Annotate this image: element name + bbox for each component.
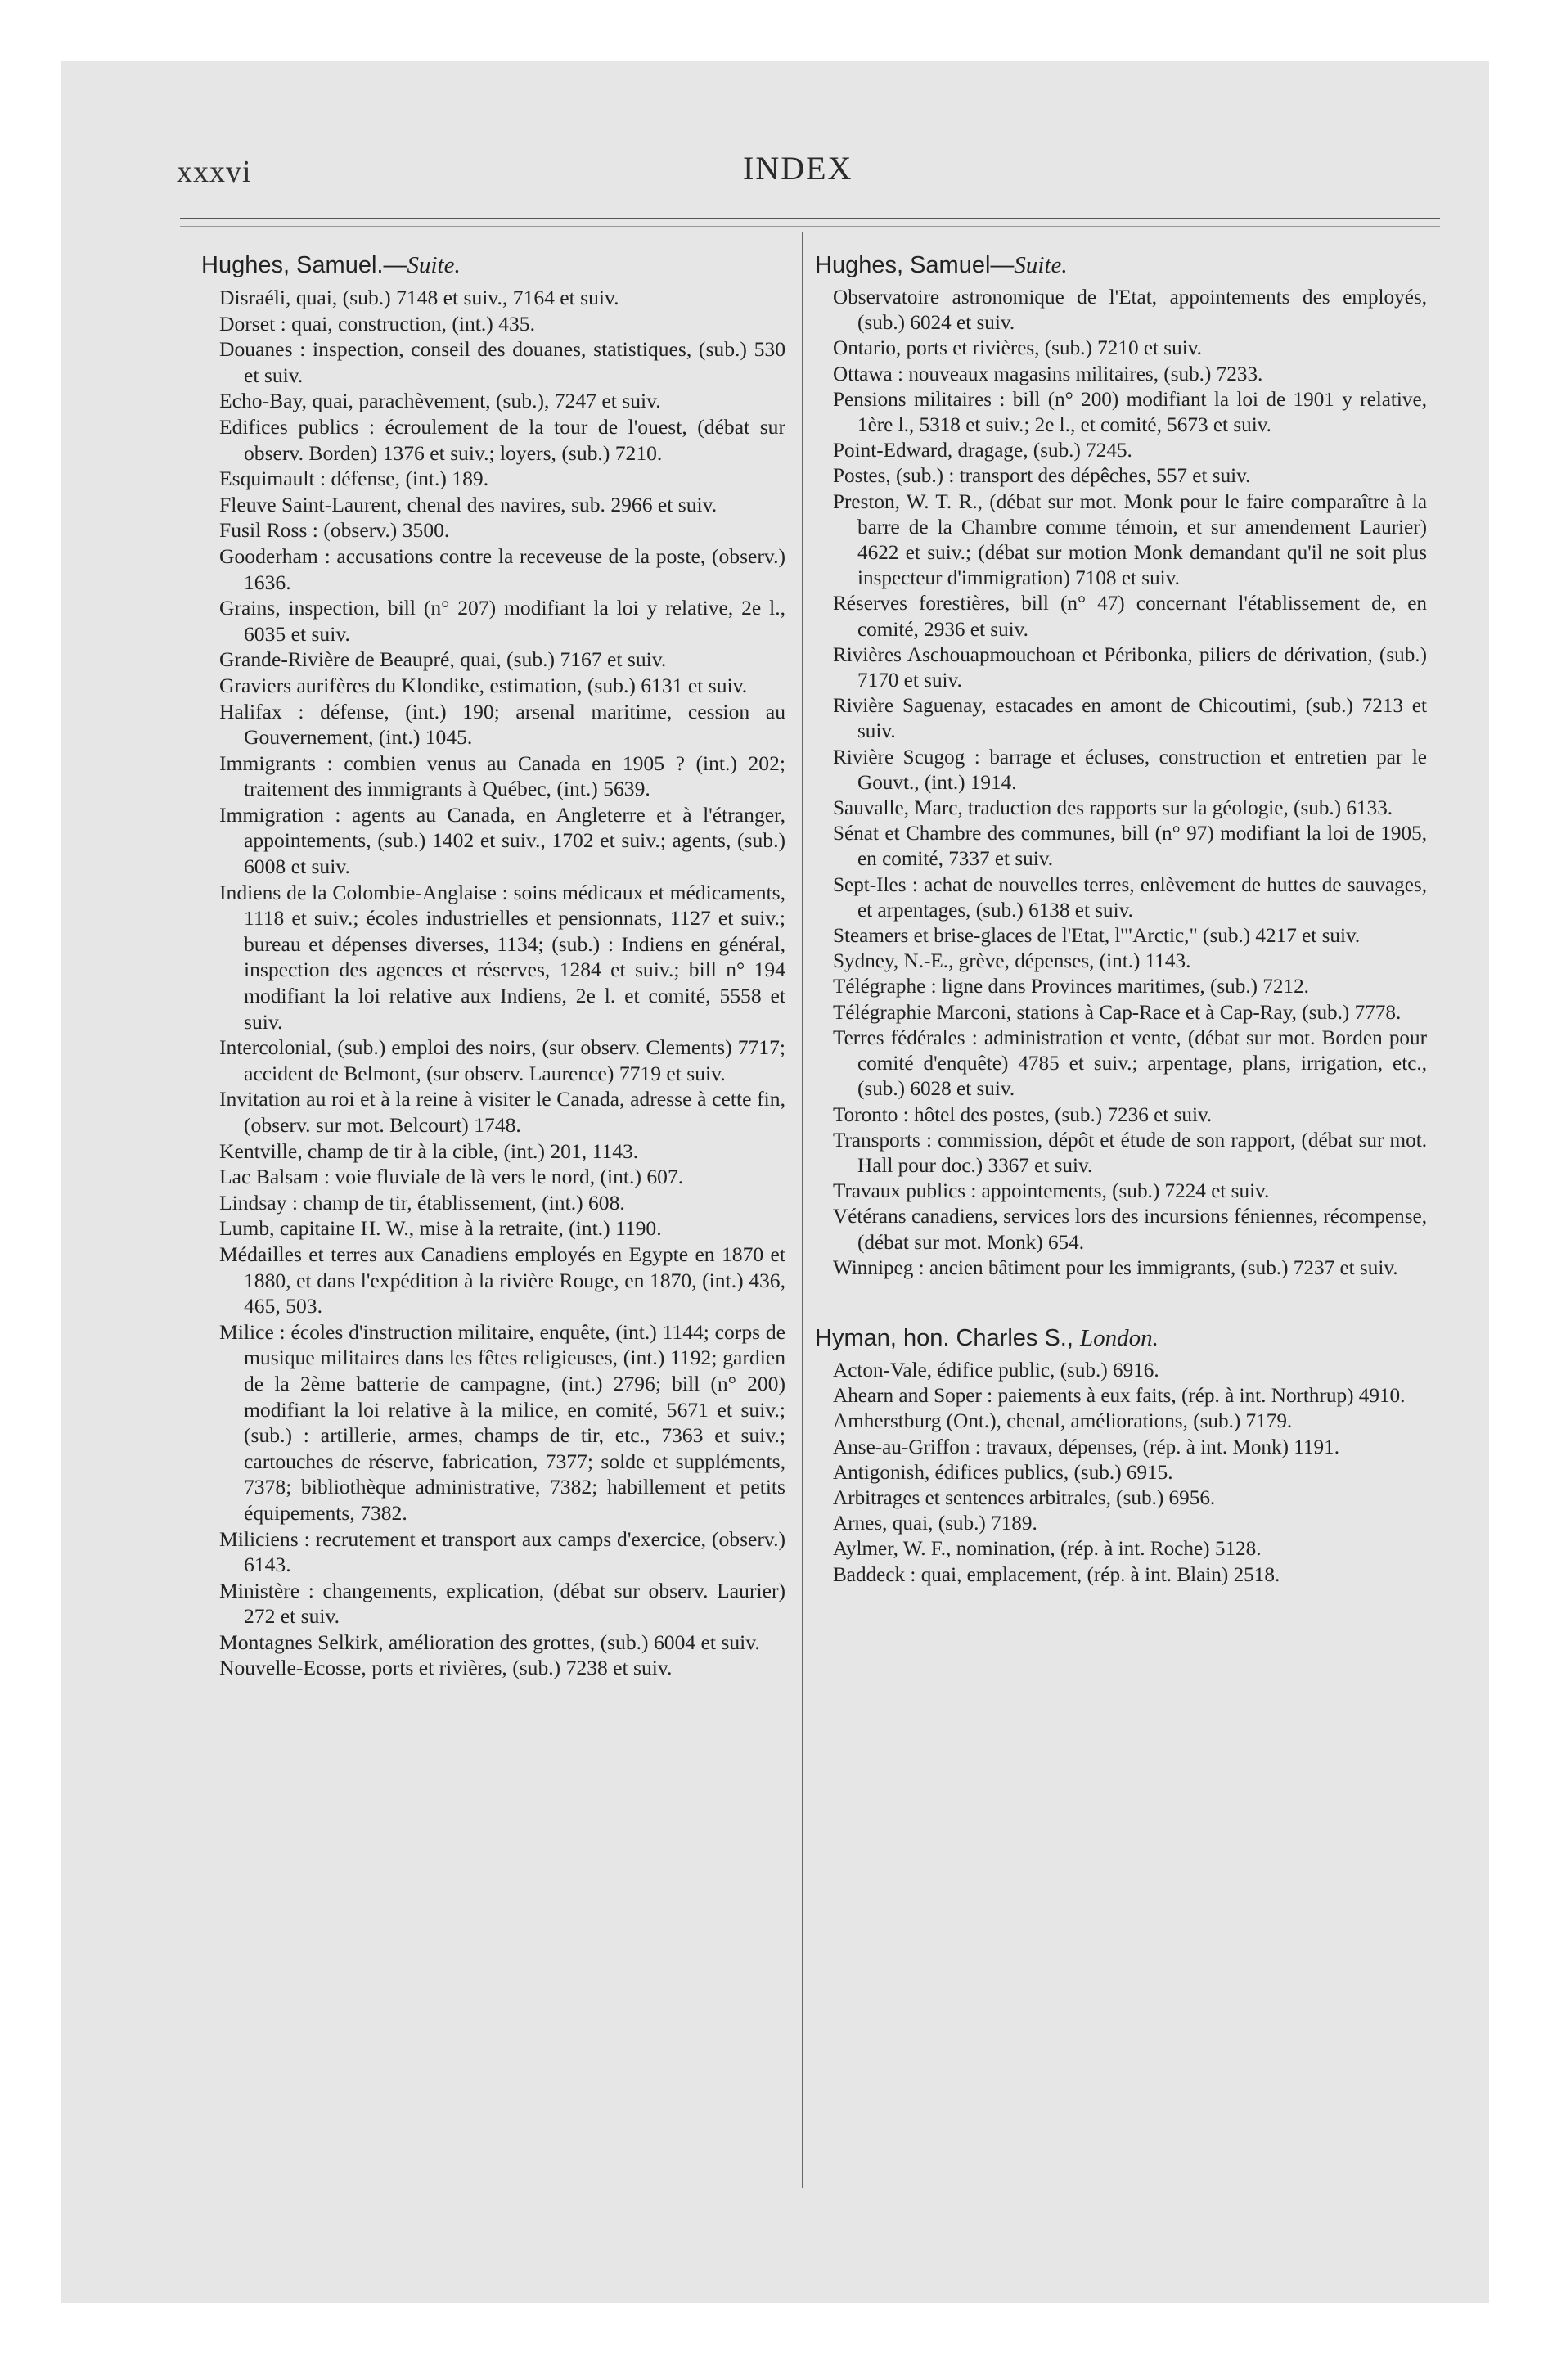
index-entry: Ontario, ports et rivières, (sub.) 7210 et suiv.: [833, 337, 1202, 360]
index-entry: Arbitrages et sentences arbitrales, (sub.) 6956.: [833, 1486, 1216, 1509]
page-number: xxxvi: [177, 155, 252, 189]
index-entry: Médailles et terres aux Canadiens employés en Egypte en 1870 et 1880, et dans l'expédition à la rivière Rouge, en 1870, (int.) 436, 465, 503.: [219, 1242, 785, 1318]
index-entry: Halifax : défense, (int.) 190; arsenal maritime, cession au Gouvernement, (int.) 1045.: [219, 699, 785, 750]
left-entries-list: [201, 285, 785, 1681]
index-entry: Fusil Ross : (observ.) 3500.: [219, 518, 450, 543]
index-entry: Winnipeg : ancien bâtiment pour les immigrants, (sub.) 7237 et suiv.: [833, 1256, 1398, 1279]
section-gap: [815, 1281, 1427, 1323]
heading-name: Hughes, Samuel—: [815, 252, 1015, 278]
index-entry: Echo-Bay, quai, parachèvement, (sub.), 7247 et suiv.: [219, 389, 661, 413]
index-entry: Preston, W. T. R., (débat sur mot. Monk pour le faire comparaître à la barre de la Chambre comme témoin, et sur amendement Laurier) 4622 et suiv.; (débat sur motion Monk demandant qu'il ne soit plus inspecteur d'immigration) 7108 et suiv.: [833, 490, 1427, 590]
index-entry: Ahearn and Soper : paiements à eux faits, (rép. à int. Northrup) 4910.: [833, 1385, 1406, 1408]
right-entries-list-2: [815, 1358, 1427, 1588]
index-entry: Disraéli, quai, (sub.) 7148 et suiv., 7164 et suiv.: [219, 286, 619, 309]
index-entry: Douanes : inspection, conseil des douanes, statistiques, (sub.) 530 et suiv.: [219, 337, 785, 387]
heading-name: Hyman, hon. Charles S.,: [815, 1324, 1080, 1351]
index-entry: Gooderham : accusations contre la receveuse de la poste, (observ.) 1636.: [219, 543, 785, 594]
index-entry: Dorset : quai, construction, (int.) 435.: [219, 311, 535, 336]
index-entry: Edifices publics : écroulement de la tour de l'ouest, (débat sur observ. Borden) 1376 et suiv.; loyers, (sub.) 7210.: [219, 414, 785, 465]
index-entry: Acton-Vale, édifice public, (sub.) 6916.: [833, 1359, 1159, 1382]
page-title: INDEX: [743, 150, 853, 187]
index-entry: Télégraphie Marconi, stations à Cap-Race et à Cap-Ray, (sub.) 7778.: [833, 1001, 1402, 1024]
index-entry: Grande-Rivière de Beaupré, quai, (sub.) 7167 et suiv.: [219, 647, 667, 672]
index-entry: Graviers aurifères du Klondike, estimation, (sub.) 6131 et suiv.: [219, 673, 748, 697]
index-entry: Kentville, champ de tir à la cible, (int.) 201, 1143.: [219, 1138, 639, 1163]
left-column-heading: [201, 250, 785, 280]
index-entry: Rivières Aschouapmouchoan et Péribonka, piliers de dérivation, (sub.) 7170 et suiv.: [833, 643, 1427, 692]
index-entry: Invitation au roi et à la reine à visiter le Canada, adresse à cette fin, (observ. sur mot. Belcourt) 1748.: [219, 1087, 785, 1137]
heading-suite: Suite.: [407, 252, 461, 278]
index-entry: Observatoire astronomique de l'Etat, appointements des employés, (sub.) 6024 et suiv.: [833, 286, 1427, 335]
index-entry: Point-Edward, dragage, (sub.) 7245.: [833, 439, 1132, 462]
index-entry: Postes, (sub.) : transport des dépêches, 557 et suiv.: [833, 465, 1251, 488]
heading-place: London.: [1079, 1324, 1159, 1351]
index-entry: Baddeck : quai, emplacement, (rép. à int. Blain) 2518.: [833, 1563, 1280, 1586]
index-entry: Anse-au-Griffon : travaux, dépenses, (rép. à int. Monk) 1191.: [833, 1436, 1340, 1458]
index-entry: Intercolonial, (sub.) emploi des noirs, (sur observ. Clements) 7717; accident de Belmont, (sur observ. Laurence) 7719 et suiv.: [219, 1035, 785, 1085]
index-entry: Arnes, quai, (sub.) 7189.: [833, 1512, 1037, 1535]
right-column-heading-2: [815, 1323, 1427, 1353]
header-rule: [180, 218, 1440, 219]
index-entry: Aylmer, W. F., nomination, (rép. à int. Roche) 5128.: [833, 1538, 1262, 1561]
index-entry: Miliciens : recrutement et transport aux camps d'exercice, (observ.) 6143.: [219, 1526, 785, 1577]
index-entry: Montagnes Selkirk, amélioration des grottes, (sub.) 6004 et suiv.: [219, 1629, 760, 1654]
index-entry: Nouvelle-Ecosse, ports et rivières, (sub.) 7238 et suiv.: [219, 1656, 673, 1680]
right-column: [815, 250, 1427, 1588]
index-entry: Fleuve Saint-Laurent, chenal des navires, sub. 2966 et suiv.: [219, 492, 718, 516]
index-entry: Transports : commission, dépôt et étude de son rapport, (débat sur mot. Hall pour doc.) 3367 et suiv.: [833, 1129, 1427, 1177]
index-entry: Sénat et Chambre des communes, bill (n° 97) modifiant la loi de 1905, en comité, 7337 et suiv.: [833, 823, 1427, 871]
heading-name: Hughes, Samuel.—: [201, 252, 407, 278]
index-entry: Sept-Iles : achat de nouvelles terres, enlèvement de huttes de sauvages, et arpentages, (sub.) 6138 et suiv.: [833, 873, 1427, 922]
index-entry: Lindsay : champ de tir, établissement, (int.) 608.: [219, 1190, 625, 1215]
index-entry: Réserves forestières, bill (n° 47) concernant l'établissement de, en comité, 2936 et suiv.: [833, 593, 1427, 641]
index-entry: Milice : écoles d'instruction militaire, enquête, (int.) 1144; corps de musique militaires dans les fêtes religieuses, (int.) 1192; gardien de la 2ème batterie de campagne, (int.) 2796; bill (n° 200) modifiant la loi relative à la milice, en comité, 5671 et suiv.; (sub.) : artillerie, armes, champs de tir, etc., 7363 et suiv.; cartouches de réserve, fabrication, 7377; solde et suppléments, 7378; bibliothèque administrative, 7382; habillement et petits équipements, 7382.: [219, 1319, 785, 1525]
index-entry: Esquimault : défense, (int.) 189.: [219, 467, 489, 491]
index-entry: Pensions militaires : bill (n° 200) modifiant la loi de 1901 y relative, 1ère l., 5318 et suiv.; 2e l., et comité, 5673 et suiv.: [833, 388, 1427, 437]
index-entry: Lac Balsam : voie fluviale de là vers le nord, (int.) 607.: [219, 1165, 684, 1189]
index-entry: Lumb, capitaine H. W., mise à la retraite, (int.) 1190.: [219, 1216, 662, 1241]
header-rule-secondary: [180, 226, 1440, 227]
index-entry: Ministère : changements, explication, (débat sur observ. Laurier) 272 et suiv.: [219, 1578, 785, 1629]
index-entry: Télégraphe : ligne dans Provinces maritimes, (sub.) 7212.: [833, 976, 1309, 998]
index-entry: Immigration : agents au Canada, en Angleterre et à l'étranger, appointements, (sub.) 1402 et suiv., 1702 et suiv.; agents, (sub.) 6008 et suiv.: [219, 802, 785, 879]
index-entry: Antigonish, édifices publics, (sub.) 6915.: [833, 1461, 1173, 1484]
index-entry: Sauvalle, Marc, traduction des rapports sur la géologie, (sub.) 6133.: [833, 797, 1393, 820]
index-entry: Grains, inspection, bill (n° 207) modifiant la loi y relative, 2e l., 6035 et suiv.: [219, 596, 785, 646]
index-entry: Rivière Saguenay, estacades en amont de Chicoutimi, (sub.) 7213 et suiv.: [833, 695, 1427, 743]
index-entry: Terres fédérales : administration et vente, (débat sur mot. Borden pour comité d'enquête) 4785 et suiv.; arpentage, plans, irrigation, etc., (sub.) 6028 et suiv.: [833, 1026, 1427, 1101]
index-entry: Travaux publics : appointements, (sub.) 7224 et suiv.: [833, 1180, 1270, 1203]
index-entry: Sydney, N.-E., grève, dépenses, (int.) 1143.: [833, 950, 1191, 973]
index-entry: Amherstburg (Ont.), chenal, améliorations, (sub.) 7179.: [833, 1410, 1293, 1433]
index-entry: Indiens de la Colombie-Anglaise : soins médicaux et médicaments, 1118 et suiv.; écoles industrielles et pensionnats, 1127 et suiv.; bureau et dépenses diverses, 1134; (sub.) : Indiens en général, inspection des agences et réserves, 1284 et suiv.; bill n° 194 modifiant la loi relative aux Indiens, 2e l. et comité, 5558 et suiv.: [219, 880, 785, 1034]
index-entry: Ottawa : nouveaux magasins militaires, (sub.) 7233.: [833, 363, 1263, 385]
index-entry: Steamers et brise-glaces de l'Etat, l'"Arctic," (sub.) 4217 et suiv.: [833, 925, 1361, 948]
index-entry: Rivière Scugog : barrage et écluses, construction et entretien par le Gouvt., (int.) 1914.: [833, 746, 1427, 794]
index-entry: Immigrants : combien venus au Canada en 1905 ? (int.) 202; traitement des immigrants à Québec, (int.) 5639.: [219, 751, 785, 801]
right-entries-list: [815, 285, 1427, 1281]
column-divider: [802, 232, 803, 2188]
left-column: [201, 250, 785, 1681]
index-entry: Toronto : hôtel des postes, (sub.) 7236 et suiv.: [833, 1103, 1213, 1126]
right-column-heading: [815, 250, 1427, 280]
index-entry: Vétérans canadiens, services lors des incursions féniennes, récompense, (débat sur mot. Monk) 654.: [833, 1206, 1427, 1254]
heading-suite: Suite.: [1014, 252, 1068, 278]
